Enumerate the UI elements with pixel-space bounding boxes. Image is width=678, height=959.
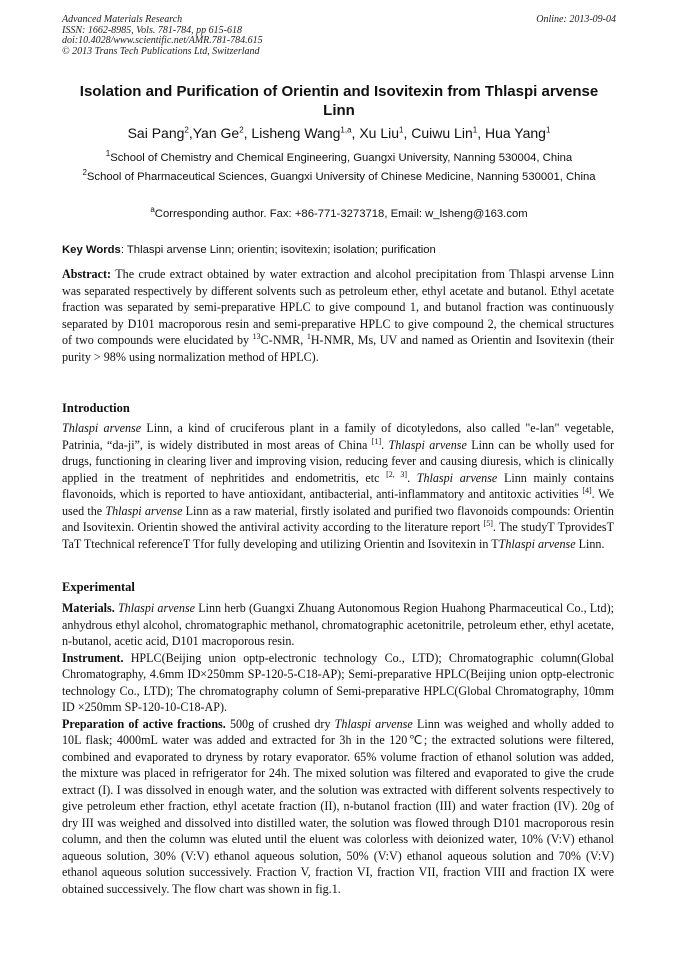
author-sup: 1 <box>545 125 551 135</box>
affiliation-2 <box>62 169 616 185</box>
experimental-section <box>62 600 614 897</box>
abstract-text: H-NMR, Ms, UV and named as Orientin and Isovitexin (their purity > 98% using normalization method of HPLC). <box>62 333 614 364</box>
exp-text: Linn was weighed and wholly added to 10L flask; 4000mL water was added and extracted for 3h in the 120℃; the extracted solutions were filtered, combined and evaporated to dryness by rotary evaporator. 65% volume fraction of ethanol solution was added, the mixture was placed in refrigerator for 24h. The mixed solution was filtered and evaporated to give the crude extract (I). I was dissolved in enough water, and the solution was extracted with different solvents respectively to give petroleum ether fraction, ethyl acetate fraction (II), n-butanol fraction (III) and water fraction (IV). 20g of dry III was weighed and dissolved into distilled water, the solution was flowed through D101 macroporous resin column, and then the column was eluted until the eluent was colorless with deionized water, 10% (V:V) ethanol aqueous solution, 30% (V:V) ethanol aqueous solution, 50% (V:V) ethanol aqueous solution and 70% (V:V) ethanol aqueous solution successively. Fraction V, fraction VI, fraction VII, fraction VIII and fraction IX were obtained successively. The flow chart was shown in fig.1. <box>62 716 614 896</box>
author-list: Sai Pang$^2$,Yan Ge$^2$, Lisheng Wang$^{1,a}$, Xu Liu$^1$, Cuiwu Lin$^1$, Hua Yang$^1$ <box>127 125 551 141</box>
affiliation-1 <box>62 150 616 166</box>
introduction-heading: Introduction <box>62 401 130 415</box>
materials-paragraph <box>62 600 614 650</box>
abstract-text: C-NMR, <box>260 333 307 347</box>
sup: 1 <box>306 331 311 341</box>
citation: [2, 3] <box>386 469 408 479</box>
citation: [1] <box>371 436 382 446</box>
sup: 13 <box>252 331 261 341</box>
intro-text: . The studyT TprovidesT TaT Ttechnical referenceT Tfor fully developing and utilizing Orientin and Isovitexin in T <box>62 520 614 551</box>
issn-line: ISSN: 1662-8985, Vols. 781-784, pp 615-618 <box>62 24 242 36</box>
author: Hua Yang <box>484 125 546 141</box>
intro-text: . We used the <box>62 487 614 518</box>
intro-text: Linn can be wholly used for drugs, functioning in clearing liver and improving vision, reducing fever and causing diuresis, which is clinically applied in the treatment of nephritides and endometritis, etc <box>62 437 615 485</box>
abstract-label: Abstract: <box>62 267 112 281</box>
affil-sup: 2 <box>82 168 87 178</box>
abstract-text: The crude extract obtained by water extraction and alcohol precipitation from Thlaspi arvense Linn was separated respectively by different solvents such as petroleum ether, ethyl acetate and butanol. Ethyl acetate fraction was separated by semi-preparative HPLC to give compound 1, and butanol fraction was continuously separated by D101 macroporous resin and semi-preparative HPLC to give compound 2, the chemical structures of two compounds were elucidated by <box>62 267 614 347</box>
species-name: Thlaspi arvense <box>62 421 142 435</box>
author-sup: 1 <box>399 125 404 135</box>
preparation-label: Preparation of active fractions. <box>62 716 226 731</box>
exp-text: Linn herb (Guangxi Zhuang Autonomous Region Huahong Pharmaceutical Co., Ltd); anhydrous ethyl alcohol, chromatographic methanol, chromatographic acetonitrile, petroleum ether, ethyl acetate, n-butanol, acetic acid, D101 macroporous resin. <box>62 601 614 648</box>
doi-line: doi:10.4028/www.scientific.net/AMR.781-784.615 <box>62 35 263 46</box>
intro-text: Linn, a kind of cruciferous plant in a family of dicotyledons, also called "e-lan" vegetable, Patrinia, “da-ji”, is widely distributed in most areas of China <box>62 421 614 452</box>
copyright-line: © 2013 Trans Tech Publications Ltd, Switzerland <box>62 45 260 57</box>
intro-text: . <box>381 437 389 452</box>
author-sup: 2 <box>184 125 189 135</box>
abstract <box>62 266 614 365</box>
citation: [5] <box>483 518 493 528</box>
instrument-label: Instrument. <box>62 650 124 665</box>
species-name: Thlaspi arvense <box>105 503 183 518</box>
author: Lisheng Wang <box>251 125 341 141</box>
corresponding-author <box>62 206 616 222</box>
author-sup: 2 <box>239 125 244 135</box>
author: Cuiwu Lin <box>411 125 473 141</box>
affil-text: School of Pharmaceutical Sciences, Guangxi University of Chinese Medicine, Nanning 530001, China <box>86 171 596 183</box>
keywords <box>62 242 616 258</box>
experimental-heading: Experimental <box>62 580 135 594</box>
exp-text: 500g of crushed dry <box>225 716 335 731</box>
species-name: Thlaspi arvense <box>498 536 576 551</box>
author: Yan Ge <box>192 125 240 141</box>
instrument-paragraph <box>62 650 614 716</box>
species-name: Thlaspi arvense <box>416 470 498 485</box>
keywords-text: : Thlaspi arvense Linn; orientin; isovitexin; isolation; purification <box>120 244 436 256</box>
preparation-paragraph <box>62 716 614 898</box>
journal-header <box>62 15 462 57</box>
exp-text: HPLC(Beijing union optp-electronic technology Co., LTD); Chromatographic column(Global Chromatography, 4.6mm ID×250mm SP-120-5-C18-AP); Semi-preparative HPLC(Beijing union optp-electronic technology Co., LTD); The chromatography column of Semi-preparative HPLC(Global Chromatography, 10mm ID ×250mm SP-120-10-C18-AP). <box>62 650 614 714</box>
corr-text: Corresponding author. Fax: +86-771-3273718, Email: w_lsheng@163.com <box>154 208 528 220</box>
author-sup: 1 <box>472 125 478 135</box>
intro-text: . <box>407 470 417 485</box>
citation: [4] <box>582 485 592 495</box>
journal-name: Advanced Materials Research <box>62 14 183 25</box>
keywords-label: Key Words <box>62 244 121 256</box>
intro-text: Linn as a raw material, firstly isolated and purified two flavonoids compounds: Orientin and Isovitexin. Orientin showed the antiviral activity according to the literature report <box>62 503 614 534</box>
affil-text: School of Chemistry and Chemical Engineering, Guangxi University, Nanning 530004, China <box>110 152 573 164</box>
materials-label: Materials. <box>62 601 115 615</box>
paper-title: Isolation and Purification of Orientin and Isovitexin from Thlaspi arvense Linn <box>79 83 599 119</box>
author: Xu Liu <box>359 125 400 141</box>
author: Sai Pang <box>127 125 185 141</box>
introduction-paragraph <box>62 420 614 552</box>
species-name: Thlaspi arvense <box>334 716 413 731</box>
species-name: Thlaspi arvense <box>388 437 467 452</box>
affil-sup: a <box>150 205 155 215</box>
species-name: Thlaspi arvense <box>117 601 196 615</box>
author-sup: 1,a <box>340 125 352 135</box>
intro-text: Linn mainly contains flavonoids, which is reported to have antioxidant, antibacterial, anti-inflammatory and antitoxic activities <box>62 470 614 501</box>
intro-text: Linn. <box>575 536 605 551</box>
affil-sup: 1 <box>105 149 111 159</box>
online-date: Online: 2013-09-04 <box>536 14 616 25</box>
